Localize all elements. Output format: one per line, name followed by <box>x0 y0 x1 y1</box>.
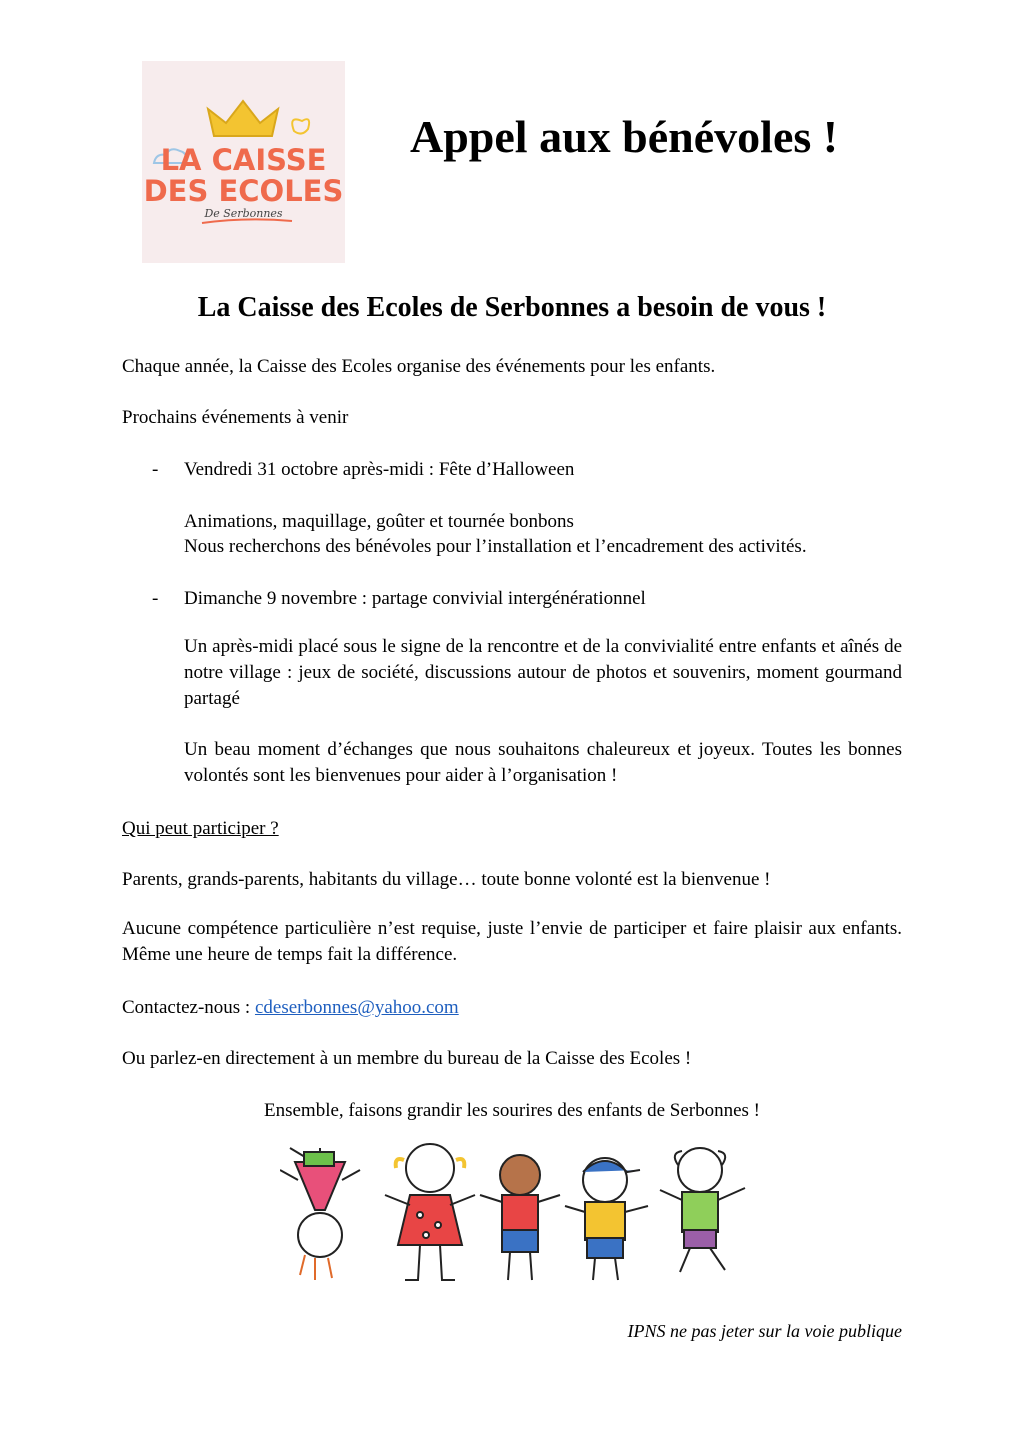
contact-line <box>122 995 459 1021</box>
contact-email-link[interactable]: cdeserbonnes@yahoo.com <box>254 997 459 1018</box>
logo <box>142 61 345 263</box>
page-title: Appel aux bénévoles ! <box>410 111 839 162</box>
bureau-text: Ou parlez-en directement à un membre du bureau de la Caisse des Ecoles ! <box>122 1048 692 1069</box>
kid-upside-down-icon <box>280 1148 360 1280</box>
event-1-title: Vendredi 31 octobre après-midi : Fête d’Halloween <box>184 459 575 480</box>
logo-sub: De Serbonnes <box>204 207 283 220</box>
closing-text: Ensemble, faisons grandir les sourires des enfants de Serbonnes ! <box>264 1100 760 1121</box>
event-1-bullet: - <box>152 459 159 480</box>
who-text: Parents, grands-parents, habitants du village… toute bonne volonté est la bienvenue ! <box>122 869 771 890</box>
intro-text: Chaque année, la Caisse des Ecoles organise des événements pour les enfants. <box>122 356 716 377</box>
skills-text: Aucune compétence particulière n’est requise, juste l’envie de participer et faire plaisir aux enfants. Même une heure de temps fait la différence. <box>122 918 902 965</box>
kid-jumping-icon <box>660 1148 745 1272</box>
event-1-line1: Animations, maquillage, goûter et tournée bonbons <box>184 511 574 532</box>
kid-cap-icon <box>565 1158 648 1280</box>
kid-boy-icon <box>480 1155 560 1280</box>
children-drawing-icon <box>280 1140 760 1285</box>
page-subtitle: La Caisse des Ecoles de Serbonnes a besoin de vous ! <box>197 292 827 323</box>
logo-line1: LA CAISSE <box>160 143 327 177</box>
event-1-line2: Nous recherchons des bénévoles pour l’installation et l’encadrement des activités. <box>184 536 807 557</box>
kid-girl-icon <box>385 1144 475 1280</box>
event-2-para2: Un beau moment d’échanges que nous souhaitons chaleureux et joyeux. Toutes les bonnes volontés sont les bienvenues pour aider à l’organisation ! <box>184 739 902 786</box>
footer-note: IPNS ne pas jeter sur la voie publique <box>627 1321 902 1341</box>
event-2-title: Dimanche 9 novembre : partage convivial intergénérationnel <box>184 588 646 609</box>
logo-line2: DES ECOLES <box>143 174 344 208</box>
who-heading: Qui peut participer ? <box>122 818 279 839</box>
event-2-bullet: - <box>152 588 159 609</box>
events-heading: Prochains événements à venir <box>122 407 349 428</box>
butterfly-icon <box>292 119 309 133</box>
crown-icon <box>208 101 278 136</box>
contact-label: Contactez-nous : <box>122 997 251 1018</box>
event-2-para1: Un après-midi placé sous le signe de la rencontre et de la convivialité entre enfants et aînés de notre village : jeux de société, discussions autour de photos et souvenirs, moment gourmand partagé <box>184 636 902 709</box>
